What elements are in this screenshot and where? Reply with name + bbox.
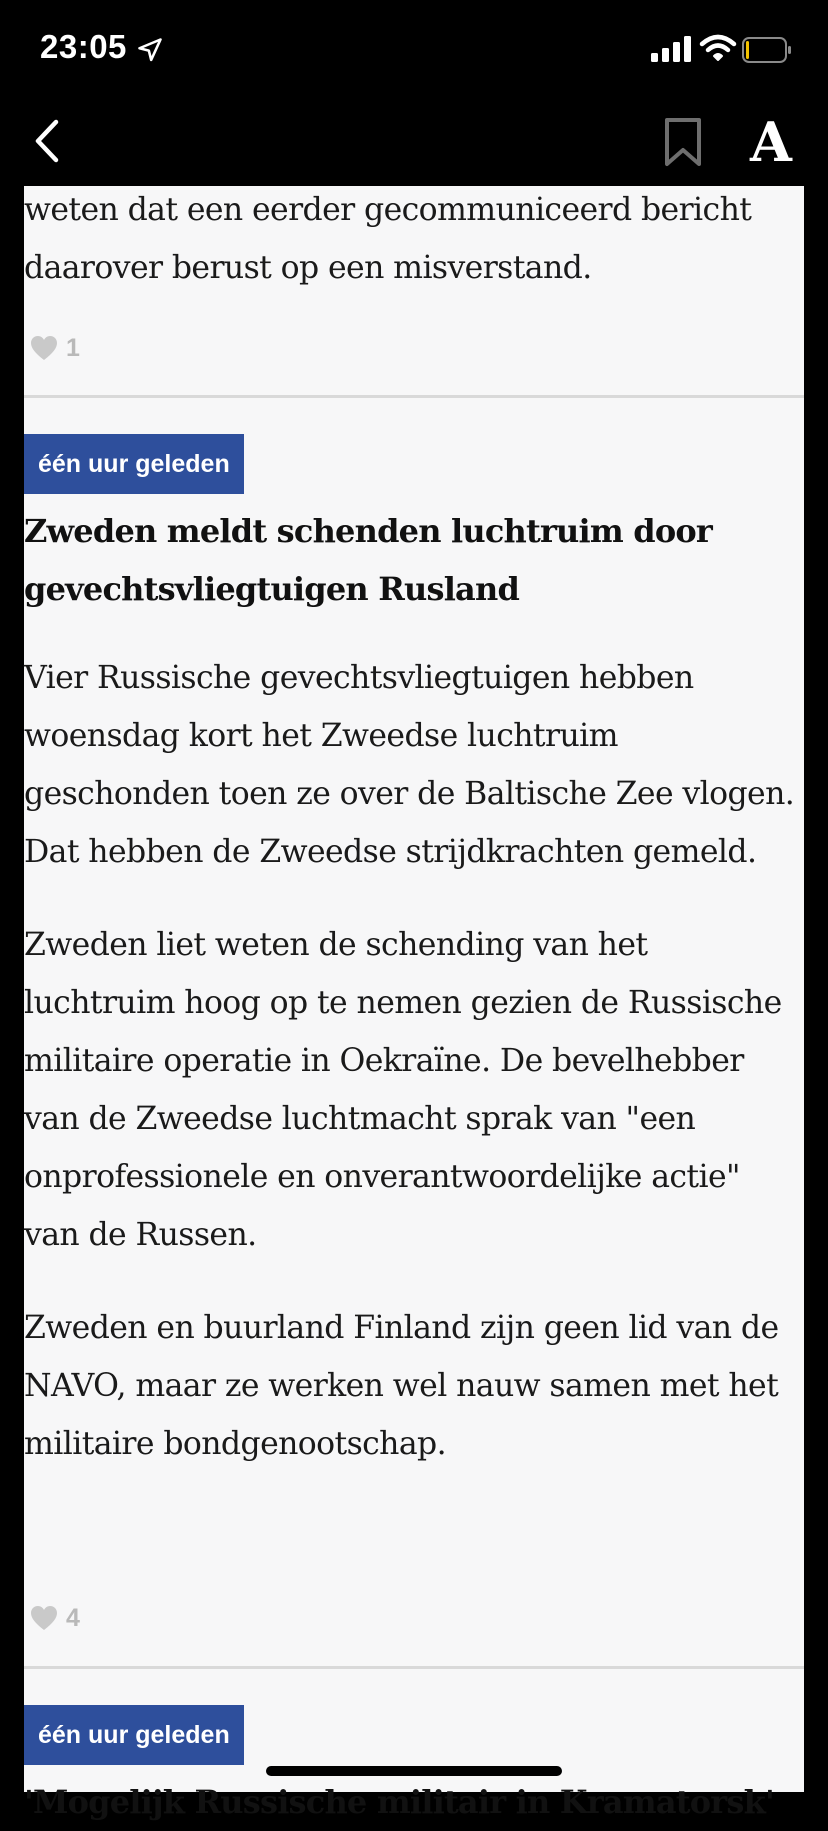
item-headline[interactable]: Zweden meldt schenden luchtruim door gevechtsvliegtuigen Rusland bbox=[24, 512, 712, 608]
wifi-icon bbox=[700, 34, 736, 62]
heart-icon bbox=[30, 1605, 58, 1631]
item-paragraph: Zweden en buurland Finland zijn geen lid van de NAVO, maar ze werken wel nauw samen met het militaire bondgenootschap. bbox=[24, 1310, 779, 1462]
item-headline[interactable]: 'Mogelijk Russische militair in Kramatorsk' bbox=[24, 1783, 774, 1821]
home-indicator[interactable] bbox=[266, 1766, 562, 1776]
status-time: 23:05 bbox=[40, 28, 127, 65]
time-badge: één uur geleden bbox=[24, 1705, 244, 1765]
item-paragraph: Zweden liet weten de schending van het luchtruim hoog op te nemen gezien de Russische militaire operatie in Oekraïne. De bevelhebber van de Zweedse luchtmacht sprak van "een onprofessionele en onverantwoordelijke actie" van de Russen. bbox=[24, 927, 782, 1253]
item-like-button[interactable] bbox=[30, 1601, 80, 1635]
back-chevron-icon[interactable] bbox=[24, 114, 74, 168]
heart-icon bbox=[30, 335, 58, 361]
prev-item-text: weten dat een eerder gecommuniceerd bericht daarover berust op een misverstand. bbox=[24, 192, 752, 286]
location-arrow-icon bbox=[136, 36, 164, 64]
bookmark-icon[interactable] bbox=[660, 116, 706, 170]
item-paragraph: Vier Russische gevechtsvliegtuigen hebben woensdag kort het Zweedse luchtruim geschonden toen ze over de Baltische Zee vlogen. Dat hebben de Zweedse strijdkrachten gemeld. bbox=[24, 660, 795, 870]
item-body bbox=[24, 649, 804, 1473]
status-bar bbox=[0, 0, 828, 100]
time-badge: één uur geleden bbox=[24, 434, 244, 494]
text-size-button[interactable]: A bbox=[750, 110, 792, 174]
like-count: 1 bbox=[66, 333, 80, 362]
battery-icon bbox=[742, 37, 792, 63]
prev-item-like-button[interactable] bbox=[30, 331, 80, 365]
like-count: 4 bbox=[66, 1603, 80, 1632]
cellular-signal-icon bbox=[651, 36, 691, 62]
item-divider bbox=[24, 1666, 804, 1669]
item-divider bbox=[24, 395, 804, 398]
navigation-bar bbox=[0, 100, 828, 186]
live-feed bbox=[24, 186, 804, 1821]
